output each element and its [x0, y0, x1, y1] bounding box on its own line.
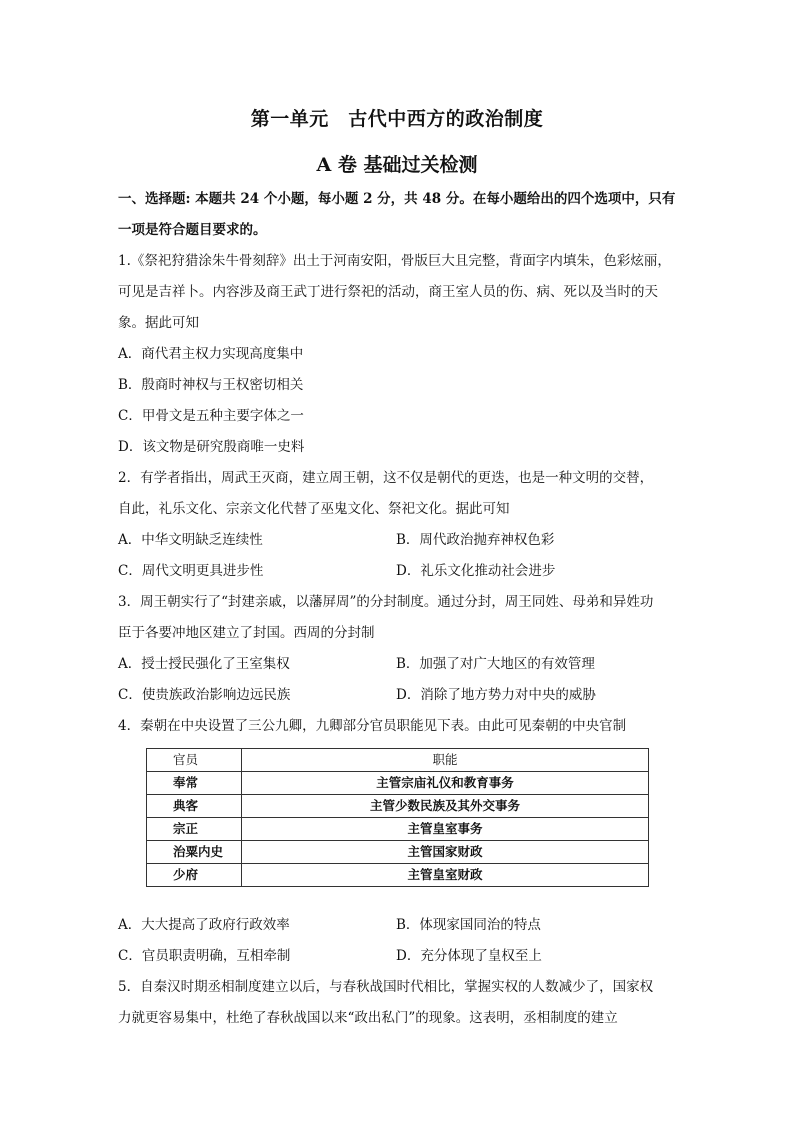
question-text: 1.《祭祀狩猎涂朱牛骨刻辞》出土于河南安阳，骨版巨大且完整，背面字内填朱，色彩炫丽，	[118, 253, 671, 269]
question-text: 4．秦朝在中央设置了三公九卿，九卿部分官员职能见下表。由此可见秦朝的中央官制	[118, 718, 627, 734]
option-c: C．周代文明更具进步性	[118, 563, 264, 579]
section-instruction: 一、选择题: 本题共 24 个小题，每小题 2 分，共 48 分。在每小题给出的四个选项中，只有	[118, 191, 676, 207]
exam-content	[118, 184, 678, 1034]
option-c: C．甲骨文是五种主要字体之一	[118, 408, 304, 424]
option-b: B．殷商时神权与王权密切相关	[118, 377, 304, 393]
question-3	[118, 587, 678, 711]
question-5	[118, 972, 678, 1034]
question-text: 5．自秦汉时期丞相制度建立以后，与春秋战国时代相比，掌握实权的人数减少了，国家权	[118, 979, 654, 995]
table-cell-official: 奉常	[147, 772, 242, 795]
table-cell-duty: 主管皇室事务	[242, 818, 649, 841]
table-header-row	[147, 749, 649, 772]
option-row	[118, 556, 678, 587]
table-cell-duty: 主管皇室财政	[242, 864, 649, 887]
officials-table-wrap	[118, 742, 678, 910]
question-text: 2．有学者指出，周武王灭商，建立周王朝，这不仅是朝代的更迭，也是一种文明的交替，	[118, 470, 654, 486]
question-text: 可见是吉祥卜。内容涉及商王武丁进行祭祀的活动，商王室人员的伤、病、死以及当时的天	[118, 284, 658, 300]
table-cell-official: 治粟内史	[147, 841, 242, 864]
option-d: D．礼乐文化推动社会进步	[396, 563, 556, 579]
option-d: D．充分体现了皇权至上	[396, 948, 542, 964]
option-b: B．周代政治抛弃神权色彩	[396, 532, 555, 548]
table-row	[147, 795, 649, 818]
option-d: D．消除了地方势力对中央的威胁	[396, 687, 596, 703]
table-header-official: 官员	[147, 749, 242, 772]
table-cell-official: 典客	[147, 795, 242, 818]
table-row	[147, 864, 649, 887]
page-title: 第一单元 古代中西方的政治制度	[250, 108, 544, 130]
table-row	[147, 841, 649, 864]
table-cell-duty: 主管国家财政	[242, 841, 649, 864]
question-4	[118, 711, 678, 972]
option-row	[118, 649, 678, 680]
section-instruction-cont: 一项是符合题目要求的。	[118, 222, 267, 238]
question-text: 3．周王朝实行了“封建亲戚，以藩屏周”的分封制度。通过分封，周王同姓、母弟和异姓功	[118, 594, 654, 610]
option-c: C．使贵族政治影响边远民族	[118, 687, 291, 703]
option-row	[118, 910, 678, 941]
table-cell-duty: 主管宗庙礼仪和教育事务	[242, 772, 649, 795]
option-a: A．商代君主权力实现高度集中	[118, 346, 304, 362]
page-subtitle: A 卷 基础过关检测	[316, 154, 478, 176]
option-a: A．大大提高了政府行政效率	[118, 917, 290, 933]
option-a: A．中华文明缺乏连续性	[118, 532, 263, 548]
option-a: A．授士授民强化了王室集权	[118, 656, 290, 672]
option-b: B．体现家国同治的特点	[396, 917, 541, 933]
question-1	[118, 246, 678, 463]
question-text: 象。据此可知	[118, 315, 199, 331]
officials-table	[146, 748, 649, 887]
table-header-duty: 职能	[242, 749, 649, 772]
option-row	[118, 941, 678, 972]
table-cell-official: 宗正	[147, 818, 242, 841]
option-row	[118, 525, 678, 556]
option-d: D．该文物是研究殷商唯一史料	[118, 439, 305, 455]
option-row	[118, 680, 678, 711]
option-c: C．官员职责明确，互相牵制	[118, 948, 291, 964]
table-row	[147, 772, 649, 795]
question-2	[118, 463, 678, 587]
table-row	[147, 818, 649, 841]
question-text: 自此，礼乐文化、宗亲文化代替了巫鬼文化、祭祀文化。据此可知	[118, 501, 510, 517]
question-text: 力就更容易集中，杜绝了春秋战国以来“政出私门”的现象。这表明，丞相制度的建立	[118, 1010, 618, 1026]
option-b: B．加强了对广大地区的有效管理	[396, 656, 595, 672]
table-cell-official: 少府	[147, 864, 242, 887]
question-text: 臣于各要冲地区建立了封国。西周的分封制	[118, 625, 375, 641]
table-cell-duty: 主管少数民族及其外交事务	[242, 795, 649, 818]
